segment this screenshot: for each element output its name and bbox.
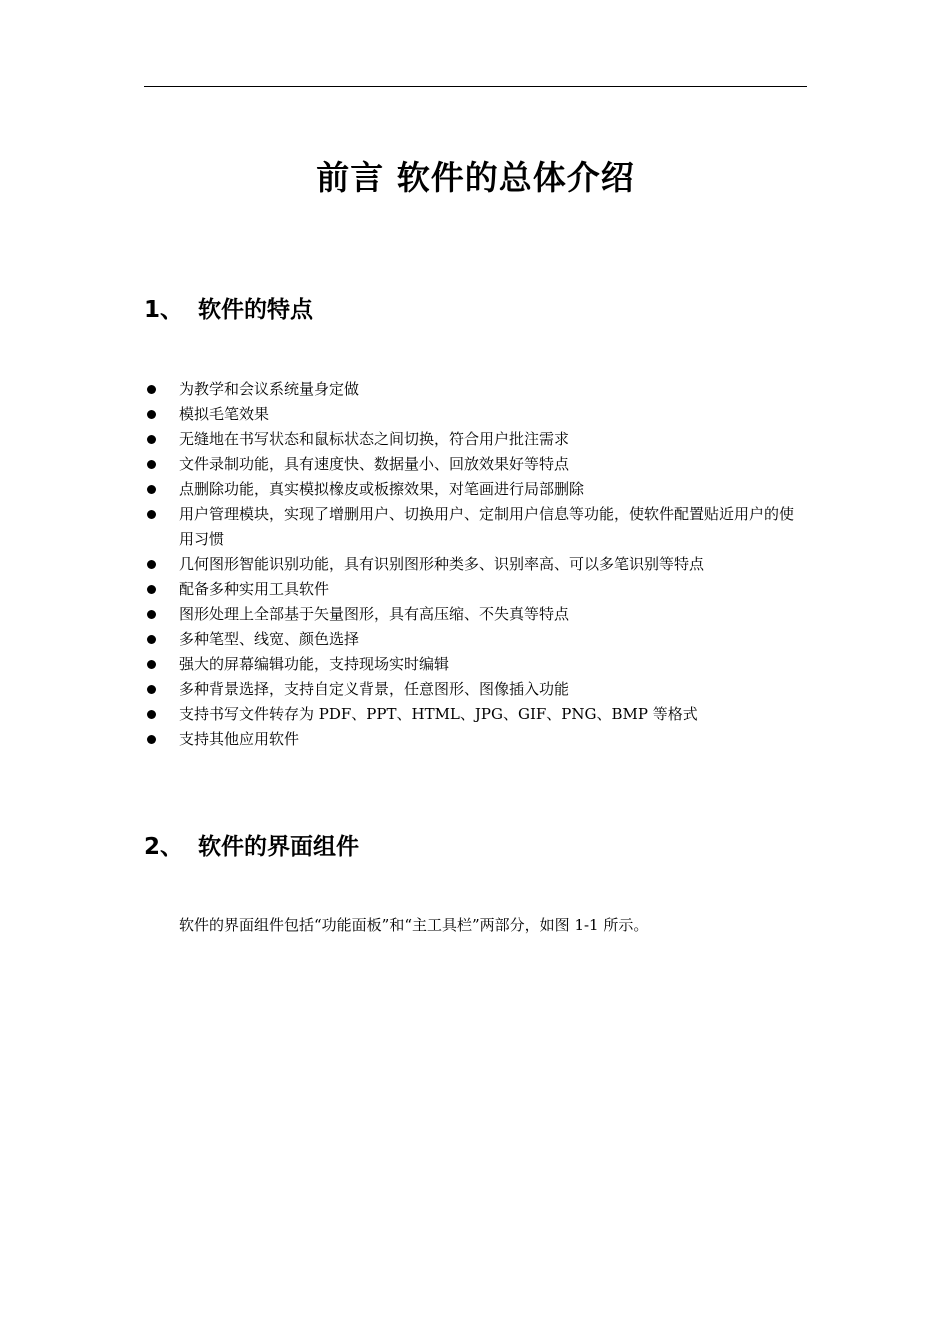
list-item — [144, 552, 807, 577]
bullet-icon — [147, 660, 156, 669]
list-item-text: 多种背景选择，支持自定义背景，任意图形、图像插入功能 — [179, 680, 570, 698]
bullet-icon — [147, 685, 156, 694]
list-item — [144, 452, 807, 477]
section-title: 软件的特点 — [198, 297, 313, 323]
list-item — [144, 602, 807, 627]
list-item-text: 无缝地在书写状态和鼠标状态之间切换，符合用户批注需求 — [179, 430, 570, 448]
list-item-text: 为教学和会议系统量身定做 — [179, 380, 360, 398]
bullet-icon — [147, 610, 156, 619]
list-item-text: 强大的屏幕编辑功能，支持现场实时编辑 — [179, 655, 450, 673]
list-item — [144, 677, 807, 702]
list-item-text: 文件录制功能，具有速度快、数据量小、回放效果好等特点 — [179, 455, 570, 473]
page-title: 前言 软件的总体介绍 — [316, 158, 635, 197]
section-number: 1、 — [144, 297, 184, 323]
bullet-icon — [147, 585, 156, 594]
list-item-text: 支持书写文件转存为 PDF、PPT、HTML、JPG、GIF、PNG、BMP 等格式 — [179, 705, 698, 723]
list-item — [144, 577, 807, 602]
list-item — [144, 702, 807, 727]
bullet-icon — [147, 385, 156, 394]
list-item — [144, 502, 807, 552]
bullet-icon — [147, 635, 156, 644]
list-item — [144, 402, 807, 427]
bullet-icon — [147, 410, 156, 419]
list-item — [144, 427, 807, 452]
bullet-icon — [147, 460, 156, 469]
list-item-text: 几何图形智能识别功能，具有识别图形种类多、识别率高、可以多笔识别等特点 — [179, 555, 705, 573]
bullet-icon — [147, 560, 156, 569]
feature-list — [144, 377, 807, 752]
section-title: 软件的界面组件 — [198, 834, 359, 860]
list-item — [144, 727, 807, 752]
list-item-text: 多种笔型、线宽、颜色选择 — [179, 630, 360, 648]
header-rule — [144, 86, 807, 87]
list-item-text: 图形处理上全部基于矢量图形，具有高压缩、不失真等特点 — [179, 605, 570, 623]
list-item — [144, 377, 807, 402]
bullet-icon — [147, 435, 156, 444]
list-item-text: 用户管理模块，实现了增删用户、切换用户、定制用户信息等功能，使软件配置贴近用户的使用习惯 — [179, 505, 795, 548]
list-item-text: 配备多种实用工具软件 — [179, 580, 330, 598]
list-item-text: 模拟毛笔效果 — [179, 405, 270, 423]
section-heading-interface — [144, 831, 359, 863]
list-item-text: 点删除功能，真实模拟橡皮或板擦效果，对笔画进行局部删除 — [179, 480, 585, 498]
list-item — [144, 652, 807, 677]
bullet-icon — [147, 510, 156, 519]
list-item — [144, 627, 807, 652]
bullet-icon — [147, 735, 156, 744]
bullet-icon — [147, 485, 156, 494]
section-number: 2、 — [144, 834, 184, 860]
section-heading-features — [144, 294, 313, 326]
list-item-text: 支持其他应用软件 — [179, 730, 300, 748]
body-paragraph: 软件的界面组件包括“功能面板”和“主工具栏”两部分，如图 1-1 所示。 — [179, 916, 649, 934]
list-item — [144, 477, 807, 502]
bullet-icon — [147, 710, 156, 719]
